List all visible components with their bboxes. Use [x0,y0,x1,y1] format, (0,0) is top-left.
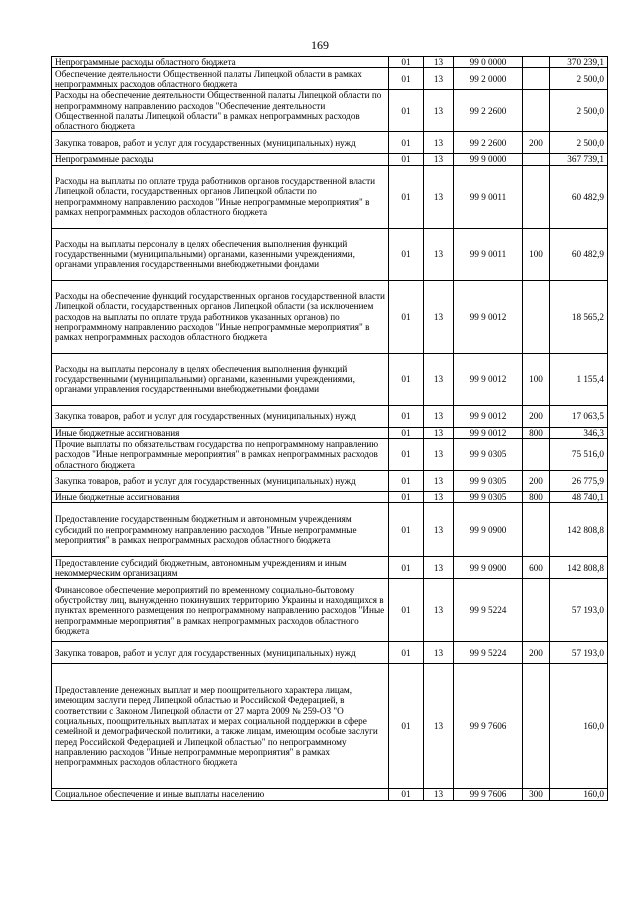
table-row [52,503,608,557]
target-article-cell: 99 9 0012 [454,280,523,353]
ministry-code-cell: 01 [389,57,424,68]
ministry-code-cell: 01 [389,557,424,579]
target-article-cell: 99 9 0012 [454,427,523,438]
expense-type-cell [523,57,550,68]
expense-name-cell: Предоставление субсидий бюджетным, автономным учреждениям и иным некоммерческим организациям [52,557,389,579]
section-code-cell: 13 [424,165,454,228]
target-article-cell: 99 9 7606 [454,664,523,789]
expense-type-cell: 800 [523,492,550,503]
amount-cell: 142 808,8 [550,503,608,557]
expense-type-cell: 200 [523,471,550,492]
table-row [52,557,608,579]
expense-type-cell: 200 [523,642,550,664]
expense-name-cell: Закупка товаров, работ и услуг для государственных (муниципальных) нужд [52,642,389,664]
ministry-code-cell: 01 [389,642,424,664]
amount-cell: 160,0 [550,789,608,800]
target-article-cell: 99 2 0000 [454,68,523,90]
table-row [52,57,608,68]
amount-cell: 57 193,0 [550,579,608,642]
ministry-code-cell: 01 [389,68,424,90]
table-row [52,353,608,405]
expense-type-cell: 100 [523,353,550,405]
expense-type-cell [523,68,550,90]
ministry-code-cell: 01 [389,579,424,642]
expense-name-cell: Иные бюджетные ассигнования [52,427,389,438]
section-code-cell: 13 [424,664,454,789]
section-code-cell: 13 [424,557,454,579]
target-article-cell: 99 9 0900 [454,503,523,557]
expense-name-cell: Закупка товаров, работ и услуг для государственных (муниципальных) нужд [52,471,389,492]
ministry-code-cell: 01 [389,503,424,557]
amount-cell: 75 516,0 [550,439,608,471]
table-row [52,90,608,132]
target-article-cell: 99 9 0011 [454,165,523,228]
target-article-cell: 99 9 0012 [454,353,523,405]
expense-type-cell [523,579,550,642]
target-article-cell: 99 9 0900 [454,557,523,579]
ministry-code-cell: 01 [389,427,424,438]
expense-name-cell: Обеспечение деятельности Общественной палаты Липецкой области в рамках непрограммных расходов областного бюджета [52,68,389,90]
section-code-cell: 13 [424,154,454,165]
target-article-cell: 99 9 0012 [454,405,523,427]
expense-type-cell [523,280,550,353]
expense-type-cell [523,165,550,228]
section-code-cell: 13 [424,503,454,557]
ministry-code-cell: 01 [389,439,424,471]
amount-cell: 2 500,0 [550,132,608,154]
target-article-cell: 99 2 2600 [454,90,523,132]
expense-type-cell: 200 [523,405,550,427]
section-code-cell: 13 [424,353,454,405]
table-row [52,228,608,280]
section-code-cell: 13 [424,492,454,503]
table-row [52,439,608,471]
budget-table-body [52,57,608,801]
expense-type-cell [523,664,550,789]
amount-cell: 60 482,9 [550,165,608,228]
expense-type-cell: 300 [523,789,550,800]
target-article-cell: 99 9 0305 [454,471,523,492]
table-row [52,165,608,228]
ministry-code-cell: 01 [389,280,424,353]
table-row [52,154,608,165]
expense-name-cell: Непрограммные расходы областного бюджета [52,57,389,68]
section-code-cell: 13 [424,579,454,642]
ministry-code-cell: 01 [389,165,424,228]
target-article-cell: 99 9 5224 [454,579,523,642]
expense-name-cell: Расходы на обеспечение функций государственных органов государственной власти Липецкой области, государственных органов Липецкой области (за исключением расходов на выплаты по оплате труда работников указанных органов) по непрограммному направлению расходов "Иные непрограммные мероприятия" в рамках непрограммных расходов областного бюджета [52,280,389,353]
table-row [52,68,608,90]
amount-cell: 26 775,9 [550,471,608,492]
expense-type-cell: 600 [523,557,550,579]
expense-name-cell: Предоставление государственным бюджетным и автономным учреждениям субсидий по непрограммному направлению расходов "Иные непрограммные мероприятия" в рамках непрограммных расходов областного бюджета [52,503,389,557]
ministry-code-cell: 01 [389,492,424,503]
expense-name-cell: Непрограммные расходы [52,154,389,165]
ministry-code-cell: 01 [389,471,424,492]
amount-cell: 367 739,1 [550,154,608,165]
section-code-cell: 13 [424,427,454,438]
section-code-cell: 13 [424,132,454,154]
table-row [52,280,608,353]
expense-name-cell: Прочие выплаты по обязательствам государства по непрограммному направлению расходов "Иные непрограммные мероприятия" в рамках непрограммных расходов областного бюджета [52,439,389,471]
amount-cell: 2 500,0 [550,68,608,90]
expense-name-cell: Иные бюджетные ассигнования [52,492,389,503]
section-code-cell: 13 [424,280,454,353]
ministry-code-cell: 01 [389,353,424,405]
ministry-code-cell: 01 [389,90,424,132]
expense-type-cell [523,90,550,132]
target-article-cell: 99 9 0305 [454,492,523,503]
expense-type-cell [523,439,550,471]
amount-cell: 160,0 [550,664,608,789]
amount-cell: 57 193,0 [550,642,608,664]
budget-table [51,56,608,801]
expense-type-cell: 200 [523,132,550,154]
ministry-code-cell: 01 [389,228,424,280]
expense-name-cell: Расходы на выплаты по оплате труда работников органов государственной власти Липецкой области, государственных органов Липецкой области по непрограммному направлению расходов "Иные непрограммные мероприятия" в рамках непрограммных расходов областного бюджета [52,165,389,228]
amount-cell: 370 239,1 [550,57,608,68]
section-code-cell: 13 [424,90,454,132]
section-code-cell: 13 [424,57,454,68]
table-row [52,405,608,427]
table-row [52,492,608,503]
amount-cell: 48 740,1 [550,492,608,503]
table-row [52,664,608,789]
table-row [52,579,608,642]
section-code-cell: 13 [424,642,454,664]
amount-cell: 2 500,0 [550,90,608,132]
amount-cell: 17 063,5 [550,405,608,427]
target-article-cell: 99 9 7606 [454,789,523,800]
amount-cell: 60 482,9 [550,228,608,280]
amount-cell: 1 155,4 [550,353,608,405]
table-row [52,642,608,664]
expense-name-cell: Закупка товаров, работ и услуг для государственных (муниципальных) нужд [52,405,389,427]
amount-cell: 346,3 [550,427,608,438]
amount-cell: 18 565,2 [550,280,608,353]
amount-cell: 142 808,8 [550,557,608,579]
section-code-cell: 13 [424,228,454,280]
ministry-code-cell: 01 [389,789,424,800]
target-article-cell: 99 2 2600 [454,132,523,154]
table-row [52,471,608,492]
ministry-code-cell: 01 [389,132,424,154]
target-article-cell: 99 9 0000 [454,154,523,165]
expense-name-cell: Предоставление денежных выплат и мер поощрительного характера лицам, имеющим заслуги перед Липецкой областью и Российской Федерацией, в соответствии с Законом Липецкой области от 27 марта 2009 № 259-ОЗ "О социальных, поощрительных выплатах и мерах социальной поддержки в сфере семейной и демографической политики, а также лицам, имеющим особые заслуги перед Российской Федерацией и Липецкой областью" по непрограммному направлению расходов "Иные непрограммные мероприятия" в рамках непрограммных расходов областного бюджета [52,664,389,789]
section-code-cell: 13 [424,789,454,800]
table-row [52,132,608,154]
expense-name-cell: Финансовое обеспечение мероприятий по временному социально-бытовому обустройству лиц, вынужденно покинувших территорию Украины и находящихся в пунктах временного размещения по непрограммному направлению расходов "Иные непрограммные мероприятия" в рамках непрограммных расходов областного бюджета [52,579,389,642]
expense-name-cell: Расходы на обеспечение деятельности Общественной палаты Липецкой области по непрограммному направлению расходов "Обеспечение деятельности Общественной палаты Липецкой области" в рамках непрограммных расходов областного бюджета [52,90,389,132]
expense-name-cell: Расходы на выплаты персоналу в целях обеспечения выполнения функций государственными (муниципальными) органами, казенными учреждениями, органами управления государственными внебюджетными фондами [52,228,389,280]
section-code-cell: 13 [424,439,454,471]
expense-name-cell: Закупка товаров, работ и услуг для государственных (муниципальных) нужд [52,132,389,154]
target-article-cell: 99 9 0305 [454,439,523,471]
target-article-cell: 99 9 5224 [454,642,523,664]
target-article-cell: 99 9 0011 [454,228,523,280]
expense-name-cell: Социальное обеспечение и иные выплаты населению [52,789,389,800]
expense-type-cell: 100 [523,228,550,280]
expense-name-cell: Расходы на выплаты персоналу в целях обеспечения выполнения функций государственными (муниципальными) органами, казенными учреждениями, органами управления государственными внебюджетными фондами [52,353,389,405]
table-row [52,427,608,438]
page-number: 169 [311,38,329,52]
ministry-code-cell: 01 [389,154,424,165]
ministry-code-cell: 01 [389,405,424,427]
section-code-cell: 13 [424,471,454,492]
section-code-cell: 13 [424,405,454,427]
expense-type-cell [523,154,550,165]
expense-type-cell: 800 [523,427,550,438]
target-article-cell: 99 0 0000 [454,57,523,68]
section-code-cell: 13 [424,68,454,90]
expense-type-cell [523,503,550,557]
ministry-code-cell: 01 [389,664,424,789]
table-row [52,789,608,800]
